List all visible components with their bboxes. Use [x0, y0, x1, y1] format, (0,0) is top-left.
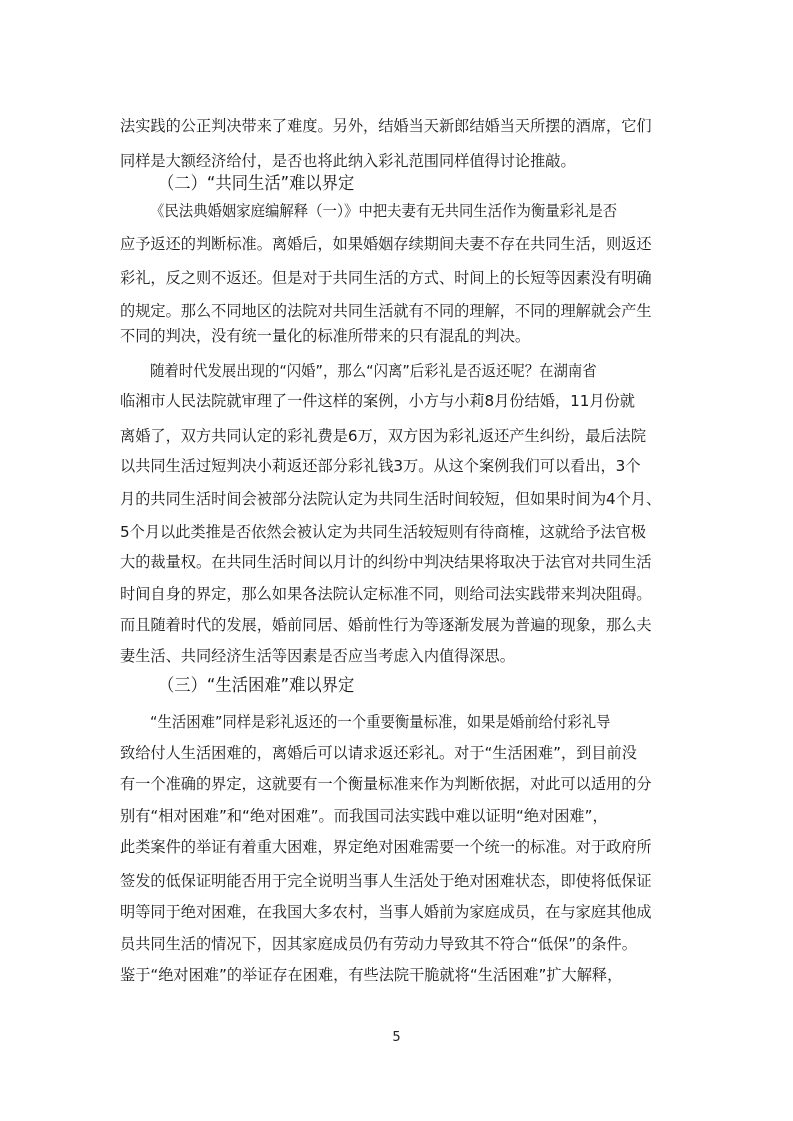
text-line: 员共同生活的情况下，因其家庭成员仍有劳动力导致其不符合“低保”的条件。	[120, 935, 637, 953]
section-heading: （三）“生活困难”难以界定	[158, 676, 355, 696]
text-line: 此类案件的举证有着重大困难，界定绝对困难需要一个统一的标准。对于政府所	[120, 838, 652, 856]
text-line: 明等同于绝对困难，在我国大多农村，当事人婚前为家庭成员，在与家庭其他成	[120, 903, 652, 921]
text-line: 别有“相对困难”和“绝对困难”。而我国司法实践中难以证明“绝对困难”，	[120, 807, 608, 825]
text-line: 离婚了，双方共同认定的彩礼费是6万，双方因为彩礼返还产生纠纷，最后法院	[120, 427, 647, 445]
text-line: 致给付人生活困难的，离婚后可以请求返还彩礼。对于“生活困难”，到目前没	[120, 744, 637, 762]
text-line: 5个月以此类推是否依然会被认定为共同生活较短则有待商榷，这就给予法官极	[120, 523, 647, 541]
text-line: 随着时代发展出现的“闪婚”，那么“闪离”后彩礼是否返还呢？在湖南省	[150, 362, 597, 380]
text-line: 应予返还的判断标准。离婚后，如果婚姻存续期间夫妻不存在共同生活，则返还	[120, 235, 652, 253]
text-line: 月的共同生活时间会被部分法院认定为共同生活时间较短，但如果时间为4个月、	[120, 490, 662, 508]
text-line: 《民法典婚姻家庭编解释（一）》中把夫妻有无共同生活作为衡量彩礼是否	[150, 202, 618, 220]
text-line: 彩礼，反之则不返还。但是对于共同生活的方式、时间上的长短等因素没有明确	[120, 269, 652, 287]
text-line: 大的裁量权。在共同生活时间以月计的纠纷中判决结果将取决于法官对共同生活	[120, 553, 652, 571]
text-line: 临湘市人民法院就审理了一件这样的案例，小方与小莉8月份结婚，11月份就	[120, 392, 635, 410]
text-line: 同样是大额经济给付，是否也将此纳入彩礼范围同样值得讨论推敲。	[120, 152, 576, 170]
text-line: 时间自身的界定，那么如果各法院认定标准不同，则给司法实践带来判决阻碍。	[120, 585, 652, 603]
text-line: 有一个准确的界定，这就要有一个衡量标准来作为判断依据，对此可以适用的分	[120, 775, 652, 793]
text-line: 不同的判决，没有统一量化的标准所带来的只有混乱的判决。	[120, 327, 531, 345]
page-number: 5	[392, 1030, 401, 1045]
text-line: “生活困难”同样是彩礼返还的一个重要衡量标准，如果是婚前给付彩礼导	[150, 713, 611, 731]
text-line: 而且随着时代的发展，婚前同居、婚前性行为等逐渐发展为普遍的现象，那么夫	[120, 616, 652, 634]
text-line: 的规定。那么不同地区的法院对共同生活就有不同的理解，不同的理解就会产生	[120, 302, 652, 320]
section-heading: （二）“共同生活”难以界定	[158, 174, 355, 194]
text-line: 妻生活、共同经济生活等因素是否应当考虑入内值得深思。	[120, 647, 515, 665]
text-line: 签发的低保证明能否用于完全说明当事人生活处于绝对困难状态，即使将低保证	[120, 872, 652, 890]
text-line: 以共同生活过短判决小莉返还部分彩礼钱3万。从这个案例我们可以看出，3个	[120, 457, 641, 475]
text-line: 法实践的公正判决带来了难度。另外，结婚当天新郎结婚当天所摆的酒席，它们	[120, 117, 652, 135]
text-line: 鉴于“绝对困难”的举证存在困难，有些法院干脆就将“生活困难”扩大解释，	[120, 966, 623, 984]
